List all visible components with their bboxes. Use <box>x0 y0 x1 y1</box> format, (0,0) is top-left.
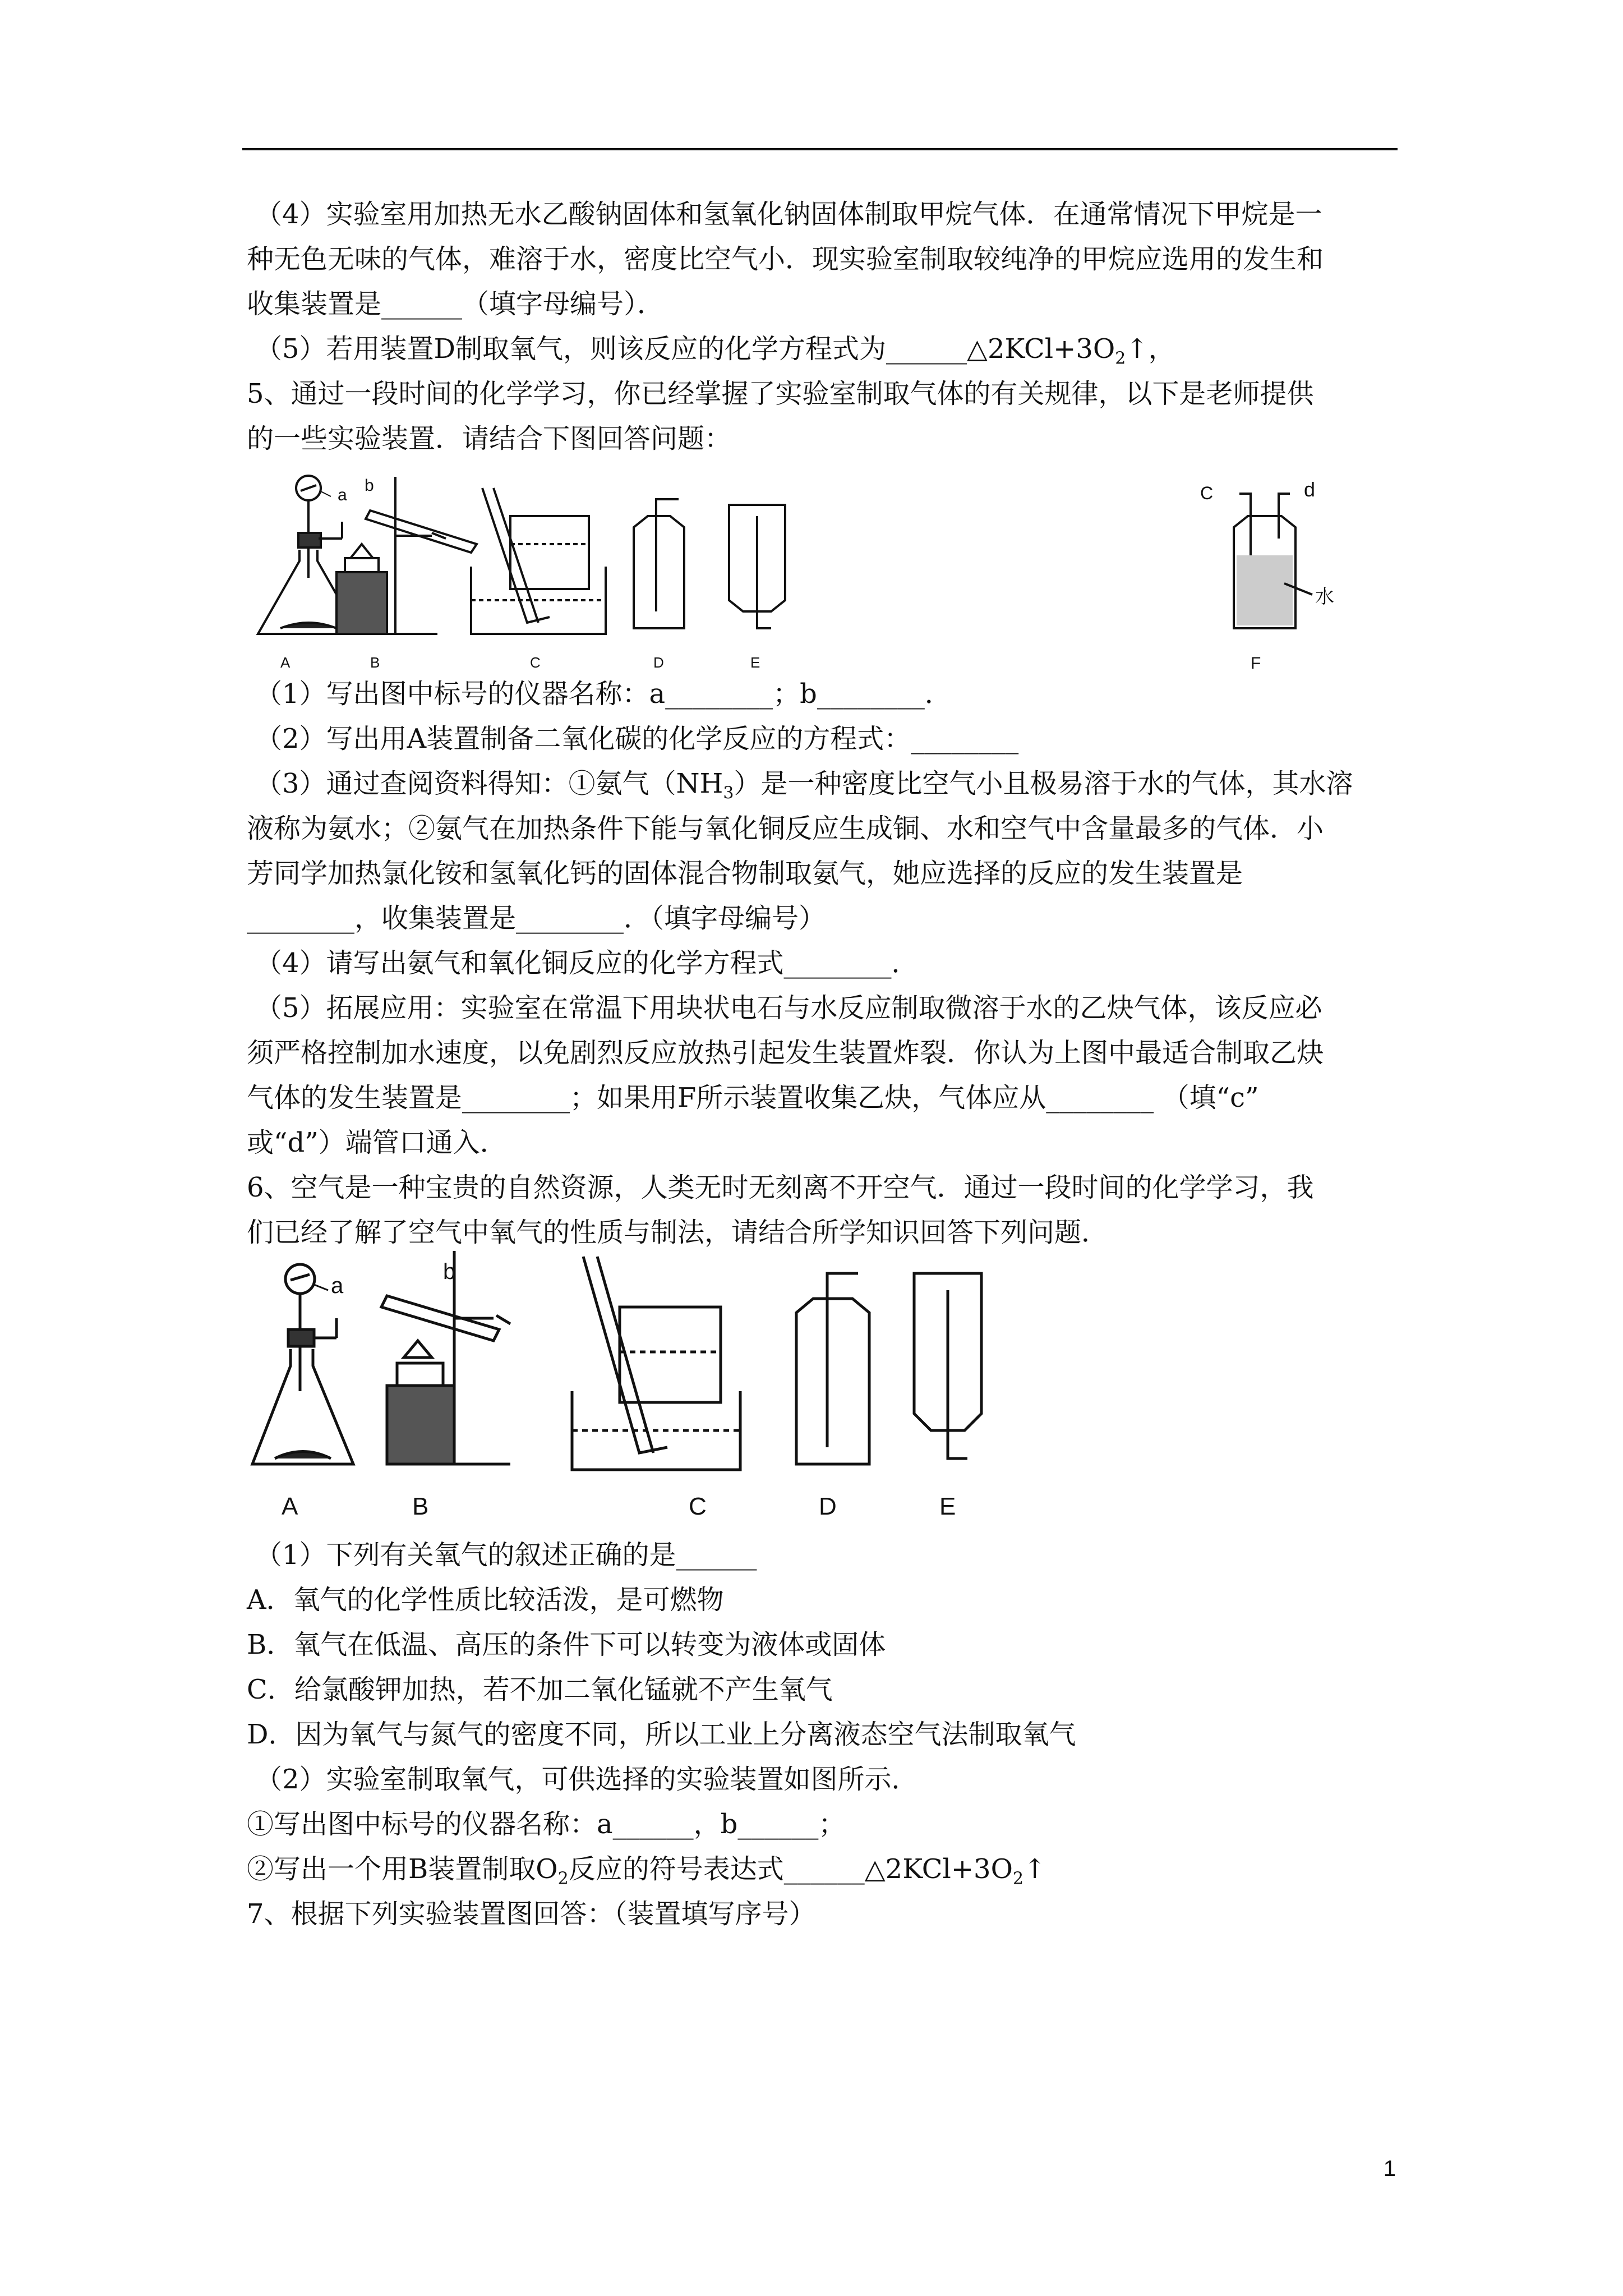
apparatus-E-inverted-bottle <box>914 1273 981 1458</box>
apparatus-D-bottle <box>634 499 684 628</box>
q6-callout-b: b <box>443 1259 456 1284</box>
q5-sub5-line1: （5）拓展应用：实验室在常温下用块状电石与水反应制取微溶于水的乙炔气体，该反应必 <box>255 992 1322 1024</box>
header-rule <box>242 148 1398 150</box>
apparatus-F-gas-bottle <box>1234 494 1312 628</box>
q5-sub5-line3: 气体的发生装置是________；如果用F所示装置收集乙炔，气体应从________ （填“c” <box>247 1082 1259 1114</box>
q6-sub2-1: ①写出图中标号的仪器名称：a______，b______； <box>247 1809 846 1840</box>
q5-sub3-line4: ________，收集装置是________．（填字母编号） <box>247 903 826 934</box>
q5-callout-water: 水 <box>1315 586 1334 608</box>
q4-sub5: （5）若用装置D制取氧气，则该反应的化学方程式为$\_\_\_\_\_\_\triangle 2KCl+3O_2↑$， <box>255 333 1175 369</box>
q6-label-A: A <box>282 1493 298 1520</box>
q6-option-B: B．氧气在低温、高压的条件下可以转变为液体或固体 <box>247 1629 886 1660</box>
page-number: 1 <box>1383 2156 1396 2181</box>
q5-sub3-line2: 液称为氨水；②氨气在加热条件下能与氧化铜反应生成铜、水和空气中含量最多的气体．小 <box>247 813 1324 844</box>
apparatus-E-inverted-bottle <box>729 505 785 628</box>
q5-apparatus-figure <box>247 466 1402 673</box>
q5-label-A: A <box>280 654 291 671</box>
q6-label-B: B <box>412 1493 429 1520</box>
q6-option-A: A．氧气的化学性质比较活泼，是可燃物 <box>247 1584 724 1616</box>
q5-sub2: （2）写出用A装置制备二氧化碳的化学反应的方程式：________ <box>255 723 1019 754</box>
q6-option-D: D．因为氧气与氮气的密度不同，所以工业上分离液态空气法制取氧气 <box>247 1719 1076 1750</box>
q5-callout-c: C <box>1200 483 1214 503</box>
q5-sub3-line3: 芳同学加热氯化铵和氢氧化钙的固体混合物制取氨气，她应选择的反应的发生装置是 <box>247 858 1243 889</box>
q6-label-E: E <box>939 1493 956 1520</box>
q6-option-C: C．给氯酸钾加热，若不加二氧化锰就不产生氧气 <box>247 1674 833 1705</box>
q4-line-3: 收集装置是______（填字母编号）． <box>247 288 665 320</box>
apparatus-D-bottle <box>796 1273 869 1464</box>
q6-intro-1: 6、空气是一种宝贵的自然资源，人类无时无刻离不开空气．通过一段时间的化学学习，我 <box>247 1172 1314 1203</box>
q5-intro-2: 的一些实验装置．请结合下图回答问题： <box>247 423 732 454</box>
q5-sub5-line2: 须严格控制加水速度，以免剧烈反应放热引起发生装置炸裂．你认为上图中最适合制取乙炔 <box>247 1037 1324 1069</box>
q6-label-D: D <box>819 1493 837 1520</box>
q5-sub1: （1）写出图中标号的仪器名称：a________；b________． <box>255 678 952 710</box>
q6-callout-a: a <box>331 1273 344 1298</box>
q6-sub2-2: ②写出一个用B装置制取$O_2$反应的符号表达式$\_\_\_\_\_\_\triangle 2KCl+3O_2↑$ <box>247 1853 1046 1889</box>
q5-callout-b: b <box>365 476 374 495</box>
q5-sub3-line1: （3）通过查阅资料得知：①氨气$(NH_3)$是一种密度比空气小且极易溶于水的气体，其水溶 <box>255 768 1353 803</box>
q4-line-2: 种无色无味的气体，难溶于水，密度比空气小．现实验室制取较纯净的甲烷应选用的发生和 <box>247 243 1324 275</box>
q5-label-B: B <box>370 654 380 671</box>
q5-label-F: F <box>1251 654 1261 673</box>
q5-label-D: D <box>653 654 664 671</box>
apparatus-B-heating <box>336 477 477 634</box>
q5-callout-a: a <box>338 486 347 504</box>
q4-line-1: （4）实验室用加热无水乙酸钠固体和氢氧化钠固体制取甲烷气体．在通常情况下甲烷是一 <box>255 199 1322 230</box>
q6-sub2: （2）实验室制取氧气，可供选择的实验装置如图所示． <box>255 1764 919 1795</box>
q6-label-C: C <box>689 1493 707 1520</box>
q6-sub1: （1）下列有关氧气的叙述正确的是______ <box>255 1539 757 1571</box>
apparatus-C-water-trough <box>572 1257 740 1470</box>
q5-sub5-line4: 或“d”）端管口通入． <box>247 1127 507 1158</box>
q5-sub4: （4）请写出氨气和氧化铜反应的化学方程式________． <box>255 947 919 979</box>
q5-label-E: E <box>750 654 760 671</box>
q7-intro: 7、根据下列实验装置图回答：（装置填写序号） <box>247 1898 816 1930</box>
q5-callout-d: d <box>1304 478 1316 501</box>
q6-intro-2: 们已经了解了空气中氧气的性质与制法，请结合所学知识回答下列问题． <box>247 1217 1109 1248</box>
q5-label-C: C <box>530 654 541 671</box>
q6-apparatus-figure <box>247 1245 1077 1526</box>
apparatus-C-water-trough <box>471 488 606 634</box>
q5-intro-1: 5、通过一段时间的化学学习，你已经掌握了实验室制取气体的有关规律，以下是老师提供 <box>247 378 1314 409</box>
